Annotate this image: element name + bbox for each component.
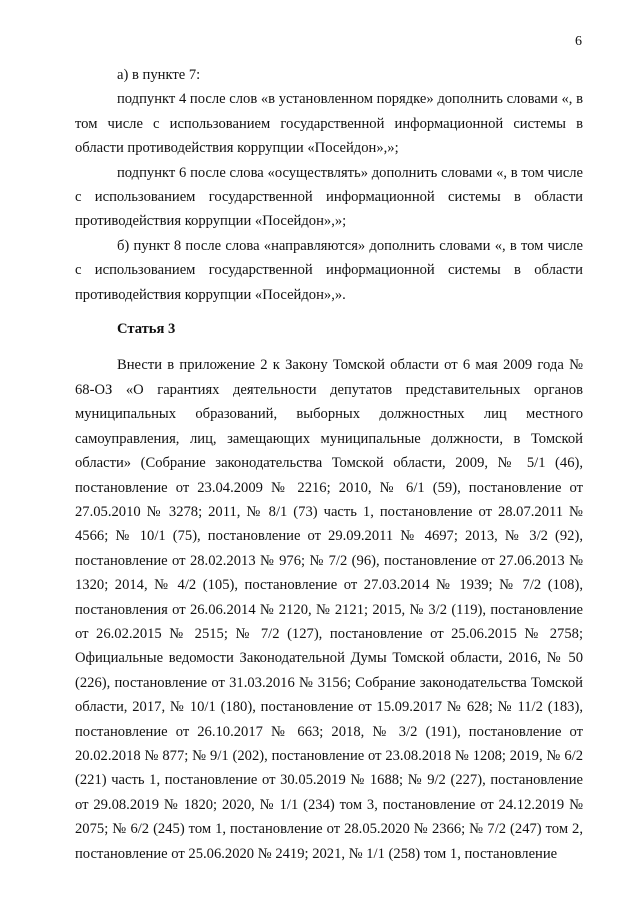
paragraph-item-a: а) в пункте 7: [117, 67, 201, 83]
article-heading: Статья 3 [117, 321, 176, 338]
article-3-paragraph: Внести в приложение 2 к Закону Томской области от 6 мая 2009 года № 68-ОЗ «О гарантиях деятельности депутатов представительных органов муниципальных образований, выборных должностных лиц местного самоуправления, лиц, замещающих муниципальные должности, в Томской области» (Собрание законодательства Томской области, 2009, № 5/1 (46), постановление от 23.04.2009 № 2216; 2010, № 6/1 (59), постановление от 27.05.2010 № 3278; 2011, № 8/1 (73) часть 1, постановление от 28.07.2011 № 4566; № 10/1 (75), постановление от 29.09.2011 № 4697; 2013, № 3/2 (92), постановление от 28.02.2013 № 976; № 7/2 (96), постановление от 27.06.2013 № 1320; 2014, № 4/2 (105), постановление от 27.03.2014 № 1939; № 7/2 (108), постановления от 26.06.2014 № 2120, № 2121; 2015, № 3/2 (119), постановление от 26.02.2015 № 2515; № 7/2 (127), постановление от 25.06.2015 № 2758; Официальные ведомости Законодательной Думы Томской области, 2016, № 50 (226), постановление от 31.03.2016 № 3156; Собрание законодательства Томской области, 2017, № 10/1 (180), постановление от 15.09.2017 № 628; № 11/2 (183), постановление от 26.10.2017 № 663; 2018, № 3/2 (191), постановление от 20.02.2018 № 877; № 9/1 (202), постановление от 23.08.2018 № 1208; 2019, № 6/2 (221) часть 1, постановление от 30.05.2019 № 1688; № 9/2 (227), постановление от 29.08.2019 № 1820; 2020, № 1/1 (234) том 3, постановление от 24.12.2019 № 2075; № 6/2 (245) том 1, постановление от 28.05.2020 № 2366; № 7/2 (247) том 2, постановление от 25.06.2020 № 2419; 2021, № 1/1 (258) том 1, постановление [75, 357, 583, 862]
paragraph-subitem-4: подпункт 4 после слов «в установленном порядке» дополнить словами «, в том числе с использованием государственной информационной системы в области противодействия коррупции «Посейдон»,»; [75, 91, 583, 157]
document-body [75, 63, 583, 866]
page-number: 6 [575, 34, 582, 49]
paragraph-item-b: б) пункт 8 после слова «направляются» дополнить словами «, в том числе с использованием государственной информационной системы в области противодействия коррупции «Посейдон»,». [75, 237, 583, 303]
paragraph-subitem-6: подпункт 6 после слова «осуществлять» дополнить словами «, в том числе с использованием государственной информационной системы в области противодействия коррупции «Посейдон»,»; [75, 164, 583, 230]
